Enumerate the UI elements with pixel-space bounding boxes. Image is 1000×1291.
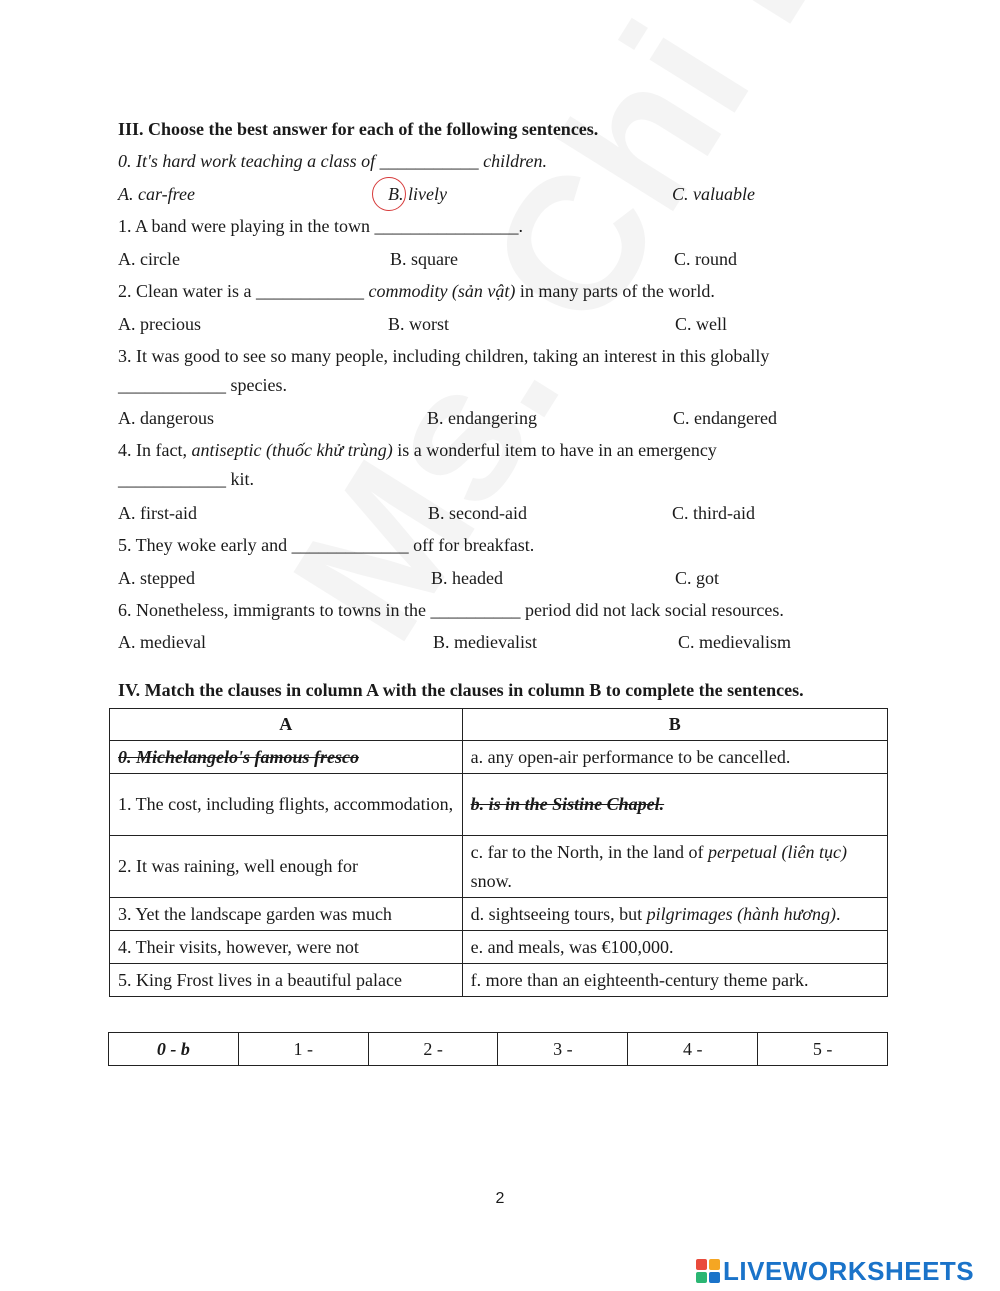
q4-option-a[interactable]: A. first-aid — [118, 503, 197, 523]
clause-b-b-text: b. is in the Sistine Chapel. — [470, 794, 665, 814]
question-3-line1: 3. It was good to see so many people, including children, taking an interest in this globally — [118, 346, 770, 366]
table-row — [110, 931, 888, 964]
question-6: 6. Nonetheless, immigrants to towns in the __________ period did not lack social resources. — [118, 600, 784, 620]
q3-option-b[interactable]: B. endangering — [427, 408, 537, 428]
clause-a-3: 3. Yet the landscape garden was much — [110, 898, 463, 931]
clause-b-e[interactable]: e. and meals, was €100,000. — [462, 931, 887, 964]
q0-option-c[interactable]: C. valuable — [672, 184, 755, 204]
question-0: 0. It's hard work teaching a class of ___________ children. — [118, 151, 547, 171]
q3-option-c[interactable]: C. endangered — [673, 408, 777, 428]
q0-option-a[interactable]: A. car-free — [118, 184, 195, 204]
q2-text-italic: commodity (sản vật) — [368, 281, 516, 301]
q6-option-b[interactable]: B. medievalist — [433, 632, 537, 652]
section-iv-heading: IV. Match the clauses in column A with the clauses in column B to complete the sentences. — [118, 680, 804, 700]
q2-text-post: in many parts of the world. — [515, 281, 715, 301]
logo-grid-icon — [696, 1259, 720, 1283]
clause-b-a[interactable]: a. any open-air performance to be cancelled. — [462, 741, 887, 774]
table-row — [110, 898, 888, 931]
logo-square-red — [696, 1259, 707, 1270]
q4-text-italic: antiseptic (thuốc khử trùng) — [191, 440, 393, 460]
table-header-row — [110, 709, 888, 741]
logo-square-orange — [709, 1259, 720, 1270]
section-iii-heading: III. Choose the best answer for each of the following sentences. — [118, 119, 599, 139]
q6-option-c[interactable]: C. medievalism — [678, 632, 791, 652]
answer-table — [108, 1032, 888, 1066]
table-row — [110, 964, 888, 997]
q2-option-b[interactable]: B. worst — [388, 314, 450, 334]
q0-option-b[interactable]: B. lively — [388, 184, 447, 204]
q4-text-pre: 4. In fact, — [118, 440, 192, 460]
q4-text-post: is a wonderful item to have in an emergency — [392, 440, 717, 460]
liveworksheets-logo — [696, 1254, 974, 1288]
clause-b-c[interactable] — [462, 836, 887, 898]
q1-option-a[interactable]: A. circle — [118, 249, 180, 269]
q1-option-c[interactable]: C. round — [674, 249, 737, 269]
question-3-line2: ____________ species. — [118, 375, 287, 395]
logo-text: LIVEWORKSHEETS — [723, 1255, 975, 1286]
q3-option-a[interactable]: A. dangerous — [118, 408, 214, 428]
clause-a-0-text: 0. Michelangelo's famous fresco — [118, 746, 359, 767]
clause-a-1: 1. The cost, including flights, accommodation, — [110, 774, 463, 836]
watermark — [250, 0, 1000, 676]
clause-b-b — [462, 774, 887, 836]
q2-option-c[interactable]: C. well — [675, 314, 727, 334]
logo-square-blue — [709, 1272, 720, 1283]
q2-text-pre: 2. Clean water is a ____________ — [118, 281, 369, 301]
clause-b-d[interactable] — [462, 898, 887, 931]
question-5: 5. They woke early and _____________ off for breakfast. — [118, 535, 535, 555]
question-4-line1 — [118, 440, 717, 461]
answer-row — [109, 1033, 888, 1066]
q5-option-b[interactable]: B. headed — [431, 568, 503, 588]
table-row — [110, 741, 888, 774]
logo-square-green — [696, 1272, 707, 1283]
answer-cell-1[interactable]: 1 - — [238, 1033, 368, 1066]
q4-option-c[interactable]: C. third-aid — [672, 503, 755, 523]
table-row — [110, 836, 888, 898]
table-row — [110, 774, 888, 836]
clause-b-f[interactable]: f. more than an eighteenth-century theme park. — [462, 964, 887, 997]
clause-a-5: 5. King Frost lives in a beautiful palace — [110, 964, 463, 997]
q4-option-b[interactable]: B. second-aid — [428, 503, 527, 523]
answer-cell-4[interactable]: 4 - — [628, 1033, 758, 1066]
clause-b-d-post: . — [836, 903, 841, 924]
clause-b-c-italic: perpetual (liên tục) — [708, 841, 847, 862]
clause-a-0 — [110, 741, 463, 774]
clause-b-c-post: snow. — [470, 870, 512, 891]
matching-table — [109, 708, 888, 997]
clause-b-d-pre: d. sightseeing tours, but — [470, 903, 647, 924]
q1-option-b[interactable]: B. square — [390, 249, 458, 269]
q5-option-a[interactable]: A. stepped — [118, 568, 195, 588]
question-4-line2: ____________ kit. — [118, 469, 255, 489]
column-a-header: A — [110, 709, 463, 741]
clause-a-2: 2. It was raining, well enough for — [110, 836, 463, 898]
clause-a-4: 4. Their visits, however, were not — [110, 931, 463, 964]
answer-cell-2[interactable]: 2 - — [368, 1033, 498, 1066]
question-1: 1. A band were playing in the town ________________. — [118, 216, 523, 236]
page-number: 2 — [495, 1190, 505, 1207]
q6-option-a[interactable]: A. medieval — [118, 632, 206, 652]
answer-cell-3[interactable]: 3 - — [498, 1033, 628, 1066]
q2-option-a[interactable]: A. precious — [118, 314, 201, 334]
q5-option-c[interactable]: C. got — [675, 568, 720, 588]
answer-cell-5[interactable]: 5 - — [758, 1033, 888, 1066]
clause-b-c-pre: c. far to the North, in the land of — [470, 841, 709, 862]
question-2 — [118, 281, 715, 302]
clause-b-d-italic: pilgrimages (hành hương) — [646, 903, 837, 924]
column-b-header: B — [462, 709, 887, 741]
answer-cell-0: 0 - b — [109, 1033, 239, 1066]
